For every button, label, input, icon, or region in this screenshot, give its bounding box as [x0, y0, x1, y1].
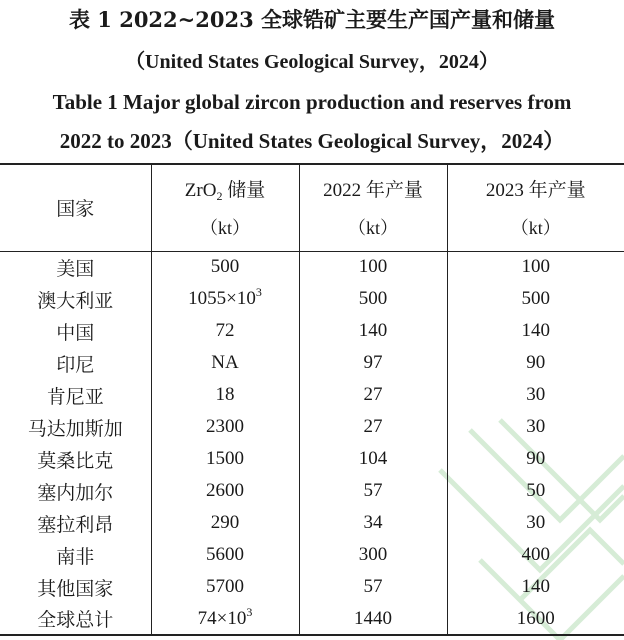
table-row — [0, 283, 624, 315]
cell-country — [0, 379, 151, 411]
cell-prod2023 — [447, 379, 624, 411]
cell-reserves — [151, 251, 299, 283]
cell-reserves-exponent: 3 — [246, 604, 253, 619]
cell-prod2022-value: 300 — [358, 544, 388, 565]
cell-reserves-value: 1055×10 — [188, 288, 256, 309]
cell-country-value: 马达加斯加 — [27, 418, 123, 440]
cell-prod2023 — [447, 315, 624, 347]
cell-country-value: 美国 — [56, 258, 95, 280]
header-reserves-subscript: 2 — [216, 189, 223, 204]
cell-reserves — [151, 379, 299, 411]
cell-country-value: 澳大利亚 — [37, 290, 114, 312]
header-prod2023 — [447, 164, 624, 251]
cell-prod2023 — [447, 347, 624, 379]
table-row — [0, 571, 624, 603]
header-prod2023-unit: （kt） — [510, 218, 561, 239]
cell-country — [0, 443, 151, 475]
table-row — [0, 379, 624, 411]
cell-reserves — [151, 283, 299, 315]
table-source-chinese: （United States Geological Survey，2024） — [125, 51, 499, 73]
cell-country-value: 肯尼亚 — [46, 386, 104, 408]
cell-prod2023 — [447, 283, 624, 315]
cell-prod2022 — [299, 347, 447, 379]
cell-reserves — [151, 507, 299, 539]
cell-country — [0, 507, 151, 539]
cell-reserves-value: 72 — [215, 320, 235, 341]
cell-prod2023-value: 30 — [526, 512, 546, 533]
cell-prod2023-value: 30 — [526, 384, 546, 405]
cell-country — [0, 571, 151, 603]
cell-reserves-value: NA — [211, 352, 239, 373]
cell-prod2023 — [447, 539, 624, 571]
cell-prod2023 — [447, 507, 624, 539]
header-prod2022-label: 2022 年产量 — [323, 180, 423, 202]
cell-prod2022 — [299, 603, 447, 635]
cell-country-value: 全球总计 — [37, 610, 114, 631]
cell-reserves — [151, 539, 299, 571]
cell-country-value: 莫桑比克 — [37, 450, 114, 472]
cell-prod2022-value: 27 — [363, 384, 383, 405]
cell-country-value: 塞拉利昂 — [37, 514, 114, 536]
cell-country — [0, 283, 151, 315]
cell-country-value: 南非 — [56, 546, 95, 568]
cell-prod2022-value: 100 — [358, 256, 388, 278]
cell-prod2023-value: 500 — [521, 288, 550, 309]
cell-prod2023-value: 100 — [521, 256, 550, 278]
cell-prod2022-value: 34 — [363, 512, 383, 533]
header-country — [0, 164, 151, 251]
cell-prod2023-value: 50 — [526, 480, 546, 501]
table-row — [0, 475, 624, 507]
header-reserves — [151, 164, 299, 251]
table-row — [0, 347, 624, 379]
cell-prod2022-value: 57 — [363, 480, 383, 501]
cell-prod2022-value: 140 — [358, 320, 388, 341]
cell-country-value: 中国 — [56, 322, 95, 344]
cell-reserves — [151, 571, 299, 603]
cell-country — [0, 539, 151, 571]
header-reserves-label — [152, 175, 299, 202]
table-body — [0, 251, 624, 635]
table-row — [0, 507, 624, 539]
zircon-table — [0, 163, 624, 636]
cell-country — [0, 411, 151, 443]
header-reserves-formula: ZrO — [184, 180, 217, 202]
cell-prod2022-value: 104 — [358, 448, 388, 469]
table-row — [0, 443, 624, 475]
table-title-english-line2: 2022 to 2023（United States Geological Survey，2024） — [59, 129, 565, 153]
cell-prod2023 — [447, 475, 624, 507]
header-prod2022 — [299, 164, 447, 251]
cell-country — [0, 475, 151, 507]
cell-prod2022 — [299, 539, 447, 571]
cell-prod2022 — [299, 443, 447, 475]
cell-country — [0, 251, 151, 283]
cell-country — [0, 347, 151, 379]
cell-reserves — [151, 411, 299, 443]
cell-reserves — [151, 315, 299, 347]
table-row — [0, 603, 624, 635]
cell-prod2023-value: 30 — [526, 416, 546, 437]
cell-reserves-value: 2600 — [206, 480, 244, 501]
cell-prod2023-value: 400 — [521, 544, 550, 565]
cell-prod2022 — [299, 251, 447, 283]
cell-prod2023 — [447, 443, 624, 475]
cell-country-value: 塞内加尔 — [37, 482, 114, 504]
cell-prod2023 — [447, 251, 624, 283]
cell-prod2023-value: 140 — [521, 576, 550, 597]
cell-reserves-value: 74×10 — [197, 607, 247, 629]
cell-prod2022 — [299, 475, 447, 507]
cell-reserves — [151, 603, 299, 635]
cell-prod2023-value: 1600 — [516, 607, 555, 629]
cell-prod2023-value: 140 — [521, 320, 550, 341]
cell-prod2022-value: 27 — [363, 416, 383, 437]
cell-prod2023-value: 90 — [526, 352, 546, 373]
cell-reserves — [151, 443, 299, 475]
cell-prod2022 — [299, 379, 447, 411]
table-row — [0, 251, 624, 283]
table-header-row — [0, 164, 624, 251]
cell-reserves — [151, 347, 299, 379]
cell-reserves-exponent: 3 — [255, 285, 262, 299]
cell-prod2022 — [299, 283, 447, 315]
cell-prod2022-value: 97 — [363, 352, 383, 373]
table-row — [0, 315, 624, 347]
cell-reserves — [151, 475, 299, 507]
cell-reserves-value: 18 — [215, 384, 235, 405]
cell-prod2023 — [447, 411, 624, 443]
cell-reserves-value: 290 — [210, 512, 240, 533]
cell-prod2023-value: 90 — [526, 448, 546, 469]
header-prod2023-label: 2023 年产量 — [485, 180, 586, 202]
header-reserves-unit: （kt） — [199, 218, 250, 239]
cell-reserves-value: 1500 — [206, 448, 244, 469]
header-reserves-text: 储量 — [222, 180, 266, 202]
cell-prod2023 — [447, 603, 624, 635]
table-row — [0, 411, 624, 443]
cell-prod2022 — [299, 507, 447, 539]
table-row — [0, 539, 624, 571]
header-country-label: 国家 — [56, 199, 95, 221]
cell-prod2022 — [299, 571, 447, 603]
cell-prod2022-value: 57 — [363, 576, 383, 597]
cell-reserves-value: 2300 — [206, 416, 244, 437]
header-prod2022-unit: （kt） — [347, 218, 398, 239]
cell-country-value: 其他国家 — [37, 578, 114, 600]
cell-prod2022 — [299, 411, 447, 443]
table-title-english-line1: Table 1 Major global zircon production and reserves from — [52, 90, 572, 114]
cell-prod2022-value: 1440 — [354, 607, 392, 629]
table-title-chinese: 表 1 2022~2023 全球锆矿主要生产国产量和储量 — [68, 7, 556, 32]
cell-country-value: 印尼 — [56, 354, 95, 376]
cell-reserves-value: 5700 — [206, 576, 244, 597]
cell-country — [0, 315, 151, 347]
cell-prod2022-value: 500 — [358, 288, 388, 309]
cell-country — [0, 603, 151, 635]
cell-prod2022 — [299, 315, 447, 347]
cell-reserves-value: 5600 — [206, 544, 244, 565]
cell-prod2023 — [447, 571, 624, 603]
cell-reserves-value: 500 — [210, 256, 240, 278]
